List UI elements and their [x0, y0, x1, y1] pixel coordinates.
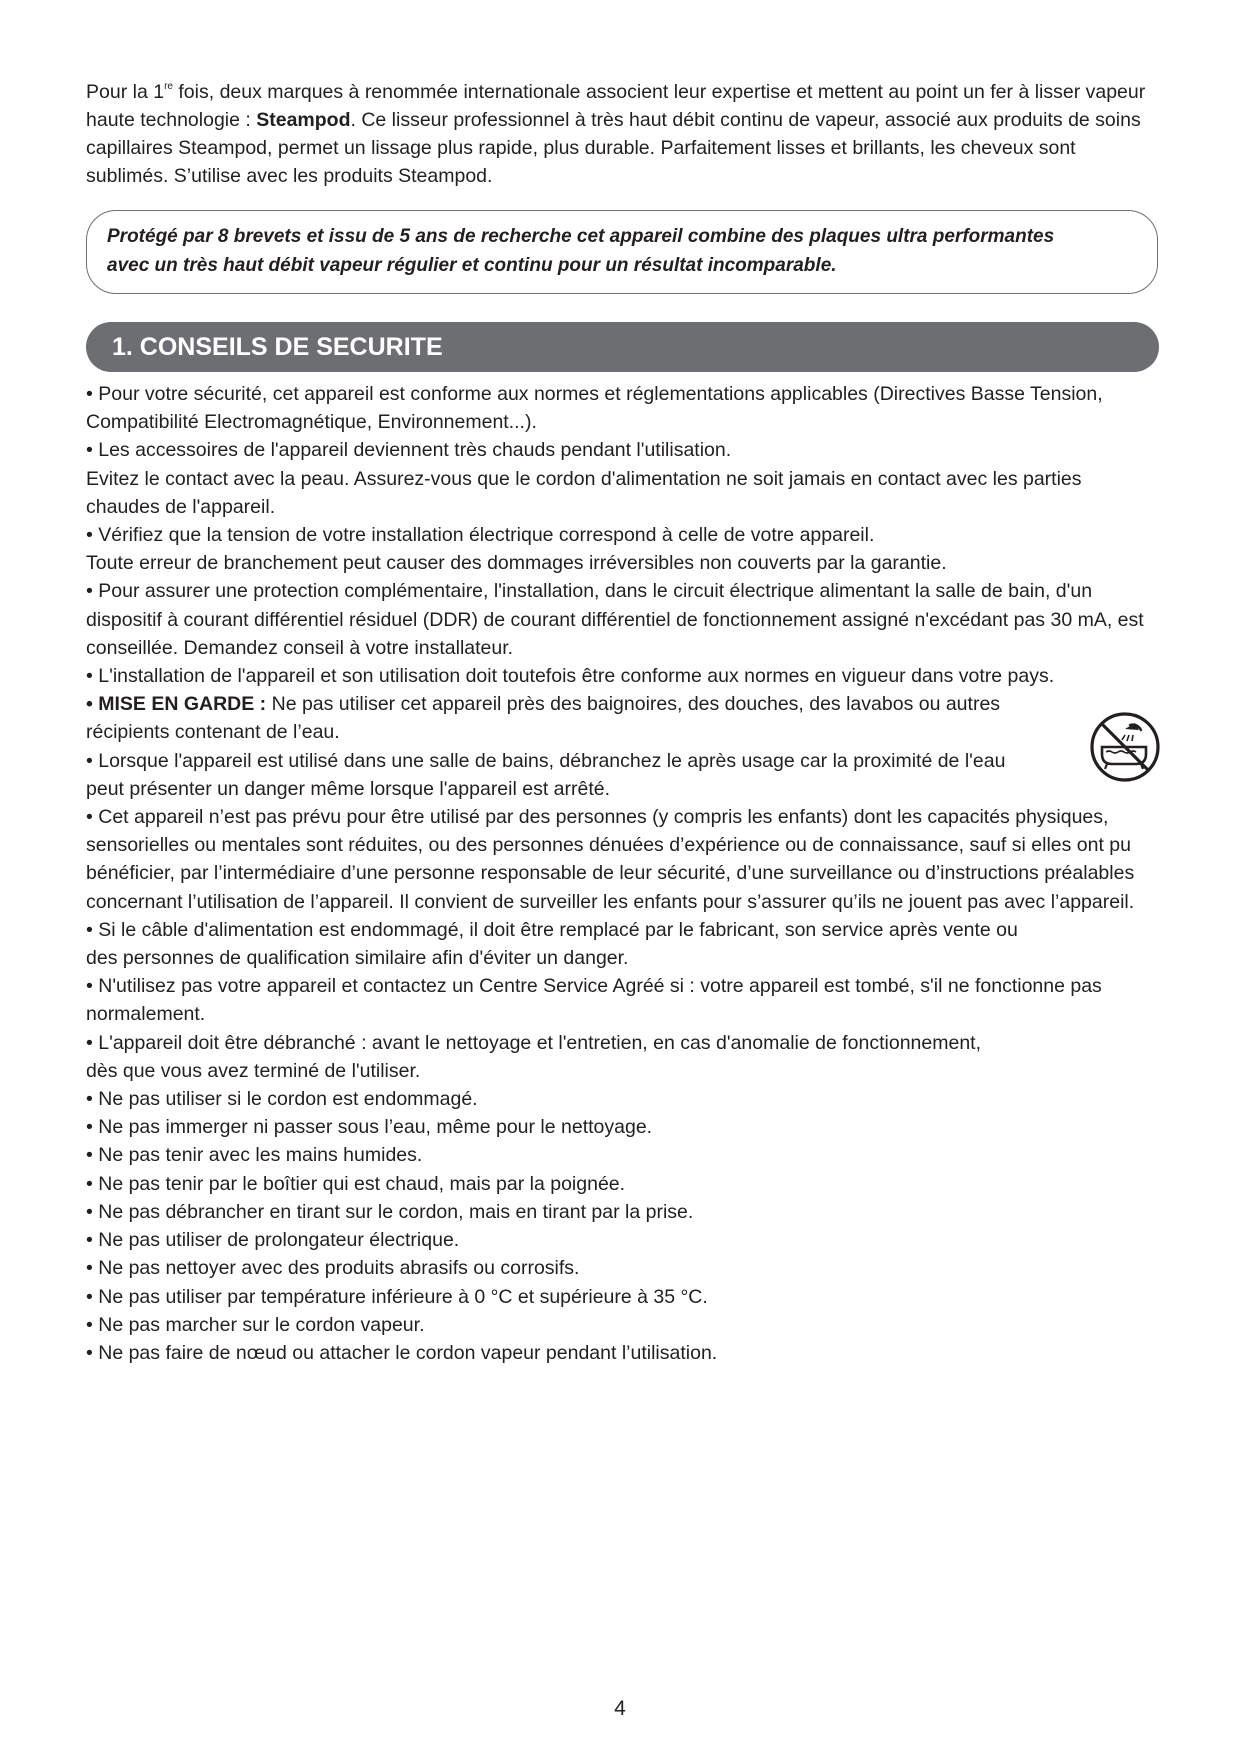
safety-item-cont: peut présenter un danger même lorsque l'appareil est arrêté. — [86, 777, 611, 800]
callout-line-2: avec un très haut débit vapeur régulier et continu pour un résultat incomparable. — [107, 255, 837, 276]
safety-item: • Vérifiez que la tension de votre installation électrique correspond à celle de votre appareil. — [86, 524, 875, 547]
short-item: • Ne pas débrancher en tirant sur le cordon, mais en tirant par la prise. — [86, 1200, 694, 1223]
section-heading: 1. CONSEILS DE SECURITE — [86, 322, 1159, 372]
warning-item — [86, 690, 1156, 718]
safety-item-cont: dès que vous avez terminé de l'utiliser. — [86, 1059, 421, 1082]
safety-item: • Lorsque l'appareil est utilisé dans une salle de bains, débranchez le après usage car la proximité de l'eau — [86, 749, 1006, 772]
intro-text-2: fois, deux marques à renommée internationale associent leur expertise et mettent au point un fer à lisser vapeur haute technologie : — [86, 81, 1146, 131]
safety-item: • L'installation de l'appareil et son utilisation doit toutefois être conforme aux normes en vigueur dans votre pays. — [86, 665, 1055, 688]
callout-line-1: Protégé par 8 brevets et issu de 5 ans de recherche cet appareil combine des plaques ultra performantes — [107, 226, 1055, 247]
safety-item: • Pour votre sécurité, cet appareil est conforme aux normes et réglementations applicables (Directives Basse Tension, Compatibilité Electromagnétique, Environnement...). — [86, 383, 1103, 434]
short-item: • Ne pas utiliser par température inférieure à 0 °C et supérieure à 35 °C. — [86, 1285, 708, 1308]
safety-item: Toute erreur de branchement peut causer des dommages irréversibles non couverts par la garantie. — [86, 552, 947, 575]
warning-label: • MISE EN GARDE : — [86, 693, 267, 716]
short-item: • Ne pas tenir avec les mains humides. — [86, 1144, 423, 1167]
safety-instructions — [86, 380, 1156, 1367]
warning-text: Ne pas utiliser cet appareil près des baignoires, des douches, des lavabos ou autres — [266, 693, 1001, 716]
intro-paragraph — [86, 78, 1156, 190]
short-item: • Ne pas nettoyer avec des produits abrasifs ou corrosifs. — [86, 1257, 580, 1280]
intro-text-1: Pour la 1 — [86, 81, 165, 103]
brand-name: Steampod — [256, 109, 351, 131]
short-item: • Ne pas immerger ni passer sous l’eau, même pour le nettoyage. — [86, 1116, 653, 1139]
safety-item: • Si le câble d'alimentation est endommagé, il doit être remplacé par le fabricant, son service après vente ou — [86, 918, 1018, 941]
safety-item-cont: des personnes de qualification similaire afin d'éviter un danger. — [86, 947, 629, 970]
document-page — [86, 78, 1156, 1367]
short-item: • Ne pas faire de nœud ou attacher le cordon vapeur pendant l’utilisation. — [86, 1341, 718, 1364]
short-item: • Ne pas utiliser si le cordon est endommagé. — [86, 1088, 478, 1111]
intro-superscript: re — [164, 81, 173, 92]
callout-box — [86, 210, 1158, 294]
page-number: 4 — [614, 1697, 626, 1720]
safety-item: • N'utilisez pas votre appareil et contactez un Centre Service Agréé si : votre appareil est tombé, s'il ne fonctionne pas normalement. — [86, 975, 1102, 1026]
no-water-bath-icon — [1089, 711, 1161, 783]
safety-item: • Cet appareil n’est pas prévu pour être utilisé par des personnes (y compris les enfants) dont les capacités physiques, sensorielles ou mentales sont réduites, ou des personnes dénuées d’expérience ou de connaissance, sauf si elles ont pu bénéficier, par l’intermédiaire d’une personne responsable de leur sécurité, d’une surveillance ou d’instructions préalables concernant l’utilisation de l’appareil. Il convient de surveiller les enfants pour s’assurer qu’ils ne jouent pas avec l’appareil. — [86, 806, 1135, 913]
safety-item: Evitez le contact avec la peau. Assurez-vous que le cordon d'alimentation ne soit jamais en contact avec les parties chaudes de l'appareil. — [86, 467, 1082, 518]
intro-text-3: . Ce lisseur professionnel à très haut débit continu de vapeur, associé aux produits de soins capillaires Steampod, permet un lissage plus rapide, plus durable. Parfaitement lisses et brillants, les cheveux sont sublimés. S’utilise avec les produits Steampod. — [86, 109, 1141, 187]
short-item: • Ne pas tenir par le boîtier qui est chaud, mais par la poignée. — [86, 1172, 626, 1195]
safety-item: • L'appareil doit être débranché : avant le nettoyage et l'entretien, en cas d'anomalie de fonctionnement, — [86, 1031, 982, 1054]
short-item: • Ne pas marcher sur le cordon vapeur. — [86, 1313, 425, 1336]
safety-item: • Pour assurer une protection complémentaire, l'installation, dans le circuit électrique alimentant la salle de bain, d'un dispositif à courant différentiel résiduel (DDR) de courant différentiel de fonctionnement assigné n'excédant pas 30 mA, est conseillée. Demandez conseil à votre installateur. — [86, 580, 1144, 659]
warning-item-cont: récipients contenant de l’eau. — [86, 721, 340, 744]
short-item: • Ne pas utiliser de prolongateur électrique. — [86, 1229, 460, 1252]
safety-item: • Les accessoires de l'appareil deviennent très chauds pendant l'utilisation. — [86, 439, 732, 462]
